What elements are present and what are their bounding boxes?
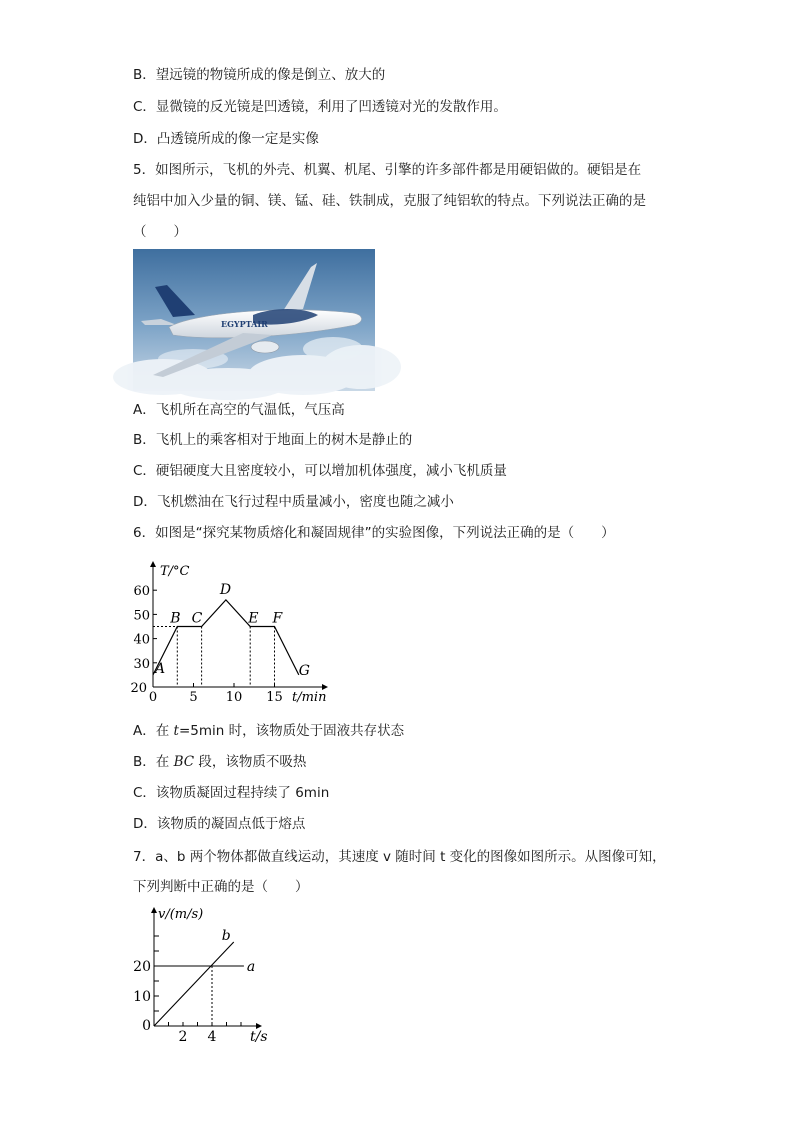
q7-stem-line1: 7．a、b 两个物体都做直线运动，其速度 v 随时间 t 变化的图像如图所示。从图像可知，	[133, 849, 666, 865]
x-axis-label: t/s	[250, 1029, 268, 1045]
velocity-time-chart	[133, 902, 286, 1047]
airplane-illustration	[133, 249, 375, 391]
point-label-f: F	[272, 610, 283, 627]
q4-option-b: B．望远镜的物镜所成的像是倒立、放大的	[133, 67, 386, 83]
y-tick-label: 30	[133, 656, 150, 672]
point-label-d: D	[219, 581, 232, 598]
q6-option-b-post: 段，该物质不吸热	[194, 754, 307, 770]
q7-stem-line2: 下列判断中正确的是（ ）	[133, 879, 309, 895]
q6-option-a	[133, 722, 404, 740]
series-a-label: a	[246, 959, 256, 975]
q6-option-a-post: =5min 时，该物质处于固液共存状态	[178, 723, 405, 739]
series-b-label: b	[221, 928, 231, 944]
y-axis-label: v/(m/s)	[158, 907, 204, 922]
q6-option-b	[133, 753, 306, 771]
q6-option-b-var: BC	[173, 754, 195, 770]
x-tick-label: 10	[225, 690, 243, 705]
melting-curve-chart	[128, 558, 338, 708]
x-axis-label: t/min	[292, 690, 327, 705]
engine	[251, 341, 279, 353]
x-tick-label: 0	[148, 690, 158, 705]
series-b-line	[154, 942, 234, 1026]
q6-option-a-var: t	[173, 723, 179, 739]
q6-option-d: D．该物质的凝固点低于熔点	[133, 816, 306, 832]
airline-logo-text: EGYPTAIR	[221, 319, 268, 329]
q5-stem-line1: 5．如图所示，飞机的外壳、机翼、机尾、引擎的许多部件都是用硬铝做的。硬铝是在	[133, 162, 642, 178]
q6-option-b-pre: B．在	[133, 754, 174, 770]
y-tick-label: 20	[133, 959, 151, 975]
x-tick-label: 5	[189, 690, 198, 705]
point-label-b: B	[170, 610, 181, 627]
x-tick-label: 2	[178, 1029, 188, 1045]
y-axis-arrow	[151, 907, 157, 913]
y-axis-label: T/°C	[160, 564, 190, 579]
y-tick-label: 40	[133, 632, 150, 648]
x-tick-label: 15	[266, 690, 283, 705]
q5-option-a: A．飞机所在高空的气温低，气压高	[133, 402, 345, 418]
origin-label: 0	[142, 1018, 151, 1034]
q4-option-c: C．显微镜的反光镜是凹透镜，利用了凹透镜对光的发散作用。	[133, 99, 507, 115]
point-label-c: C	[191, 610, 203, 627]
point-label-a: A	[155, 660, 166, 677]
q5-stem-line2: 纯铝中加入少量的铜、镁、锰、硅、铁制成，克服了纯铝软的特点。下列说法正确的是	[133, 193, 646, 209]
y-axis-arrow	[150, 561, 156, 567]
y-tick-label: 60	[133, 584, 150, 600]
q5-option-c: C．硬铝硬度大且密度较小，可以增加机体强度，减小飞机质量	[133, 463, 507, 479]
q4-option-d: D．凸透镜所成的像一定是实像	[133, 131, 319, 147]
point-label-e: E	[248, 610, 259, 627]
y-tick-label: 20	[130, 681, 147, 696]
q6-stem: 6．如图是“探究某物质熔化和凝固规律”的实验图像，下列说法正确的是（ ）	[133, 525, 615, 541]
q6-option-c: C．该物质凝固过程持续了 6min	[133, 785, 330, 801]
point-label-g: G	[298, 662, 310, 679]
x-tick-label: 4	[207, 1029, 217, 1045]
airplane-photo	[133, 249, 375, 391]
q5-stem-line3: （ ）	[133, 224, 187, 240]
q5-option-d: D．飞机燃油在飞行过程中质量减小，密度也随之减小	[133, 494, 454, 510]
y-tick-label: 50	[133, 608, 150, 624]
q6-option-a-pre: A．在	[133, 723, 174, 739]
q5-option-b: B．飞机上的乘客相对于地面上的树木是静止的	[133, 432, 413, 448]
y-tick-label: 10	[133, 989, 151, 1005]
